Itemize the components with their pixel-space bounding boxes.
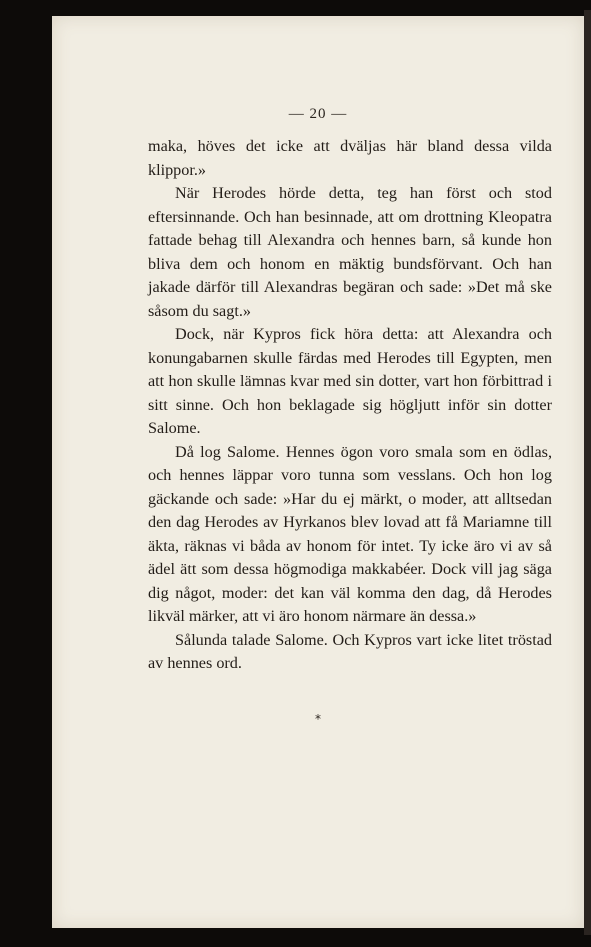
paragraph-2: När Herodes hörde detta, teg han först och stod eftersinnande. Och han besinnade, att om drottning Kleopatra fattade behag till Alexandra och hennes barn, så kunde hon bliva dem och honom en mäktig bundsförvant. Och han jakade därför till Alexandras begäran och sade: »Det må ske såsom du sagt.»: [148, 184, 552, 320]
paragraph-1: maka, höves det icke att dväljas här bland dessa vilda klippor.»: [148, 137, 552, 179]
paragraph-4: Då log Salome. Hennes ögon voro smala som en ödlas, och hennes läppar voro tunna som vesslans. Och hon log gäckande och sade: »Har du ej märkt, o moder, att alltsedan den dag Herodes av Hyrkanos blev lovad att få Mariamne till äkta, räknas vi båda av honom för intet. Ty icke äro vi av så ädel ätt som dessa högmodiga makkabéer. Dock vill jag säga dig något, moder: det kan väl komma den dag, då Herodes likväl märker, att vi äro honom närmare än dessa.»: [148, 442, 552, 625]
section-break-asterisk: *: [315, 712, 321, 726]
body-text: [148, 135, 552, 676]
page-edge: [584, 10, 591, 935]
paragraph-5: Sålunda talade Salome. Och Kypros vart icke litet tröstad av hennes ord.: [148, 630, 552, 672]
paragraph-3: Dock, när Kypros fick höra detta: att Alexandra och konungabarnen skulle färdas med Herodes till Egypten, men att hon skulle lämnas kvar med sin dotter, vart hon förbittrad i sitt sinne. Och hon beklagade sig högljutt inför sin dotter Salome.: [148, 325, 552, 437]
page-number: — 20 —: [288, 106, 348, 122]
book-page: [52, 16, 584, 928]
